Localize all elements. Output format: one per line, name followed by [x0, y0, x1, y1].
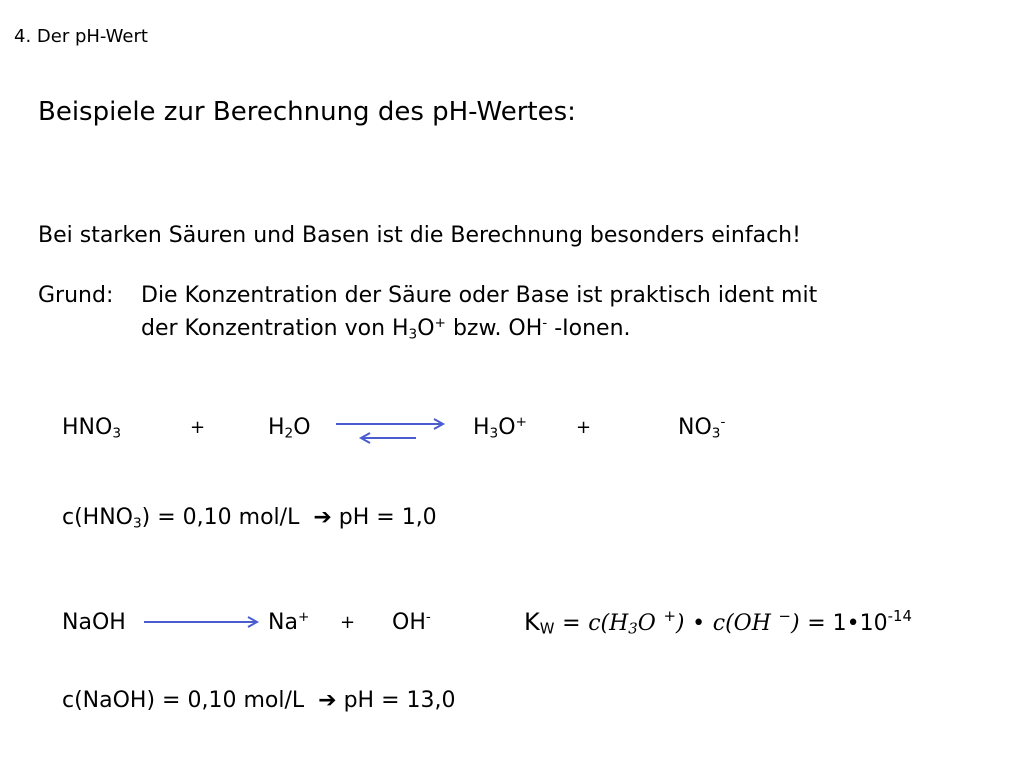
section-heading: 4. Der pH-Wert [14, 26, 148, 47]
page-title: Beispiele zur Berechnung des pH-Wertes: [38, 97, 576, 127]
formula-oh: OH- [392, 608, 431, 635]
plus-sign-3: + [340, 612, 356, 633]
formula-no3: $NO_3^-$ [678, 413, 726, 442]
reaction-arrow-icon [140, 612, 265, 632]
result-arrow-icon: ➔ [318, 688, 337, 713]
reason-line-2: der Konzentration von $H_3O^+$ bzw. OH- -Ionen. [141, 314, 631, 343]
formula-h2o: $H_2O$ [268, 415, 311, 442]
formula-h3o: $H_3O^+$ [473, 413, 527, 442]
formula-hno3: $HNO_3$ [62, 415, 121, 442]
reason-line-1: Die Konzentration der Säure oder Base ist praktisch ident mit [141, 283, 818, 308]
plus-sign-1: + [190, 417, 206, 438]
formula-na: Na+ [268, 608, 310, 635]
plus-sign-2: + [576, 417, 592, 438]
calc-naoh: c(NaOH) = 0,10 mol/L ➔ pH = 13,0 [62, 688, 456, 713]
calc-hno3: $c(HNO_3) = 0,10$ mol/L ➔ pH = 1,0 [62, 505, 437, 532]
kw-expression: $K_W = c(H_3O$ +) • c(OH $^-) = 1•10^{-14}$ [524, 607, 912, 638]
formula-naoh: NaOH [62, 610, 126, 635]
equilibrium-arrow-icon [330, 414, 450, 446]
intro-text: Bei starken Säuren und Basen ist die Berechnung besonders einfach! [38, 223, 801, 248]
result-arrow-icon: ➔ [313, 505, 332, 530]
reason-label: Grund: [38, 283, 114, 308]
